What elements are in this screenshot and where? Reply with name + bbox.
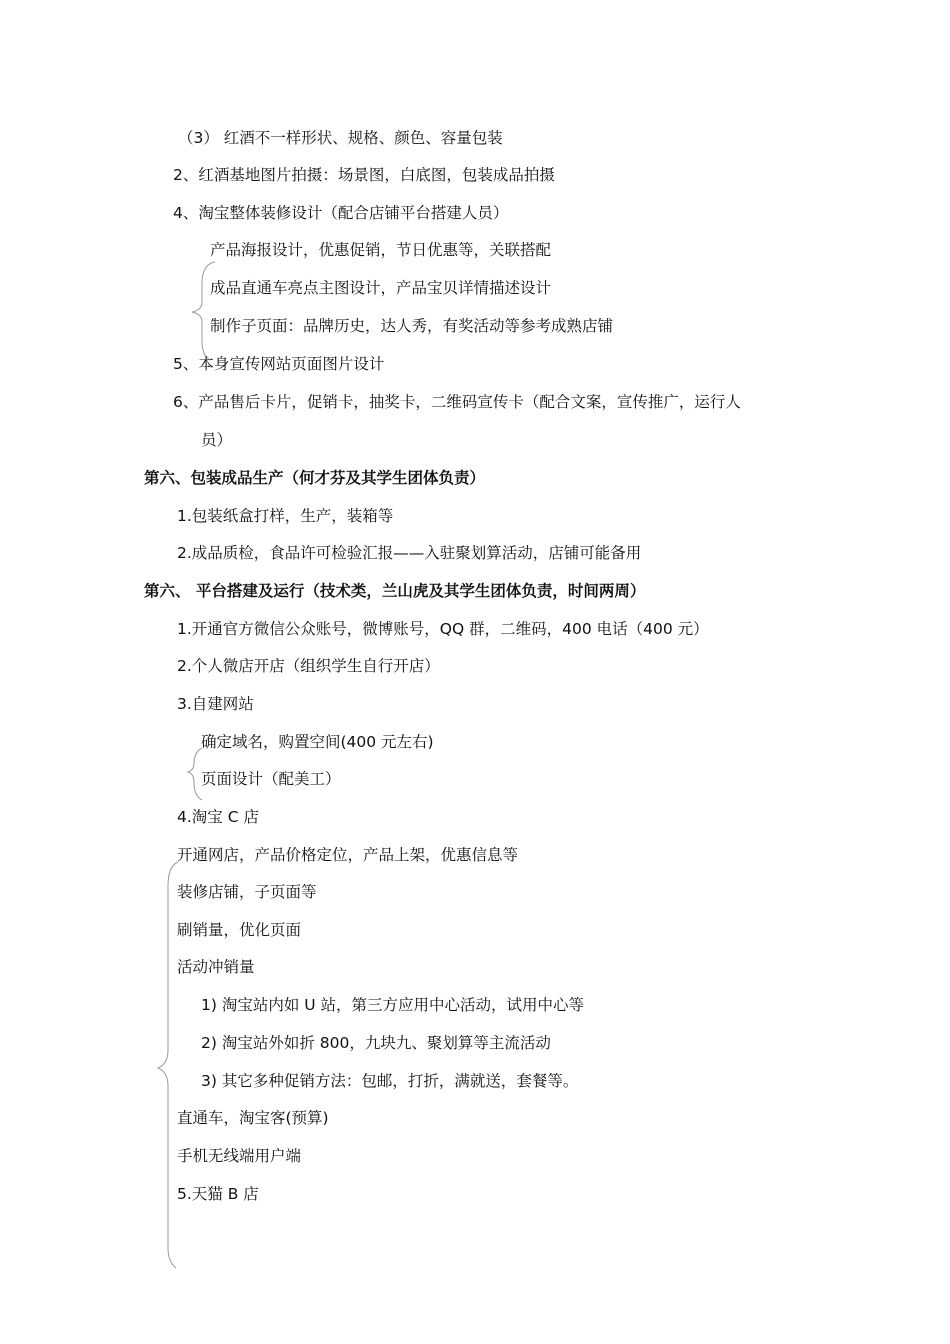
text-line: 直通车，淘宝客(预算) (177, 1109, 329, 1127)
text-line: 2.成品质检，食品许可检验汇报——入驻聚划算活动，店铺可能备用 (177, 544, 642, 562)
text-line: 5.天猫 B 店 (177, 1185, 259, 1203)
section-heading: 第六、包装成品生产（何才芬及其学生团体负责） (144, 469, 486, 487)
text-line: 员） (201, 431, 233, 449)
text-line: 2.个人微店开店（组织学生自行开店） (177, 657, 440, 675)
text-line: 1.包装纸盒打样，生产，装箱等 (177, 507, 394, 525)
text-line: 2、红酒基地图片拍摄：场景图，白底图，包装成品拍摄 (173, 166, 555, 184)
text-line: 1) 淘宝站内如 U 站，第三方应用中心活动，试用中心等 (201, 996, 585, 1014)
text-line: 5、本身宣传网站页面图片设计 (173, 355, 385, 373)
text-line: 4、淘宝整体装修设计（配合店铺平台搭建人员） (173, 204, 509, 222)
text-line: 产品海报设计，优惠促销，节日优惠等，关联搭配 (210, 241, 552, 259)
text-line: 装修店铺，子页面等 (177, 883, 317, 901)
section-heading: 第六、 平台搭建及运行（技术类，兰山虎及其学生团体负责，时间两周） (144, 582, 646, 600)
text-line: （3） 红酒不一样形状、规格、颜色、容量包装 (178, 129, 503, 147)
text-line: 制作子页面：品牌历史，达人秀，有奖活动等参考成熟店铺 (210, 317, 614, 335)
text-line: 刷销量，优化页面 (177, 921, 302, 939)
brace-decor-2 (188, 748, 202, 800)
text-line: 开通网店，产品价格定位，产品上架，优惠信息等 (177, 846, 519, 864)
text-line: 页面设计（配美工） (201, 770, 341, 788)
text-line: 2) 淘宝站外如折 800，九块九、聚划算等主流活动 (201, 1034, 551, 1052)
text-line: 1.开通官方微信公众账号，微博账号，QQ 群，二维码，400 电话（400 元） (177, 620, 709, 638)
text-line: 4.淘宝 C 店 (177, 808, 259, 826)
text-line: 活动冲销量 (177, 958, 255, 976)
text-line: 确定域名，购置空间(400 元左右) (201, 733, 434, 751)
text-line: 手机无线端用户端 (177, 1147, 302, 1165)
text-line: 6、产品售后卡片，促销卡，抽奖卡，二维码宣传卡（配合文案，宣传推广，运行人 (173, 393, 741, 411)
text-line: 成品直通车亮点主图设计，产品宝贝详情描述设计 (210, 279, 552, 297)
text-line: 3.自建网站 (177, 695, 254, 713)
brace-decor-3 (158, 862, 178, 1268)
brace-decor-1 (192, 262, 215, 360)
text-line: 3) 其它多种促销方法：包邮，打折，满就送，套餐等。 (201, 1072, 579, 1090)
